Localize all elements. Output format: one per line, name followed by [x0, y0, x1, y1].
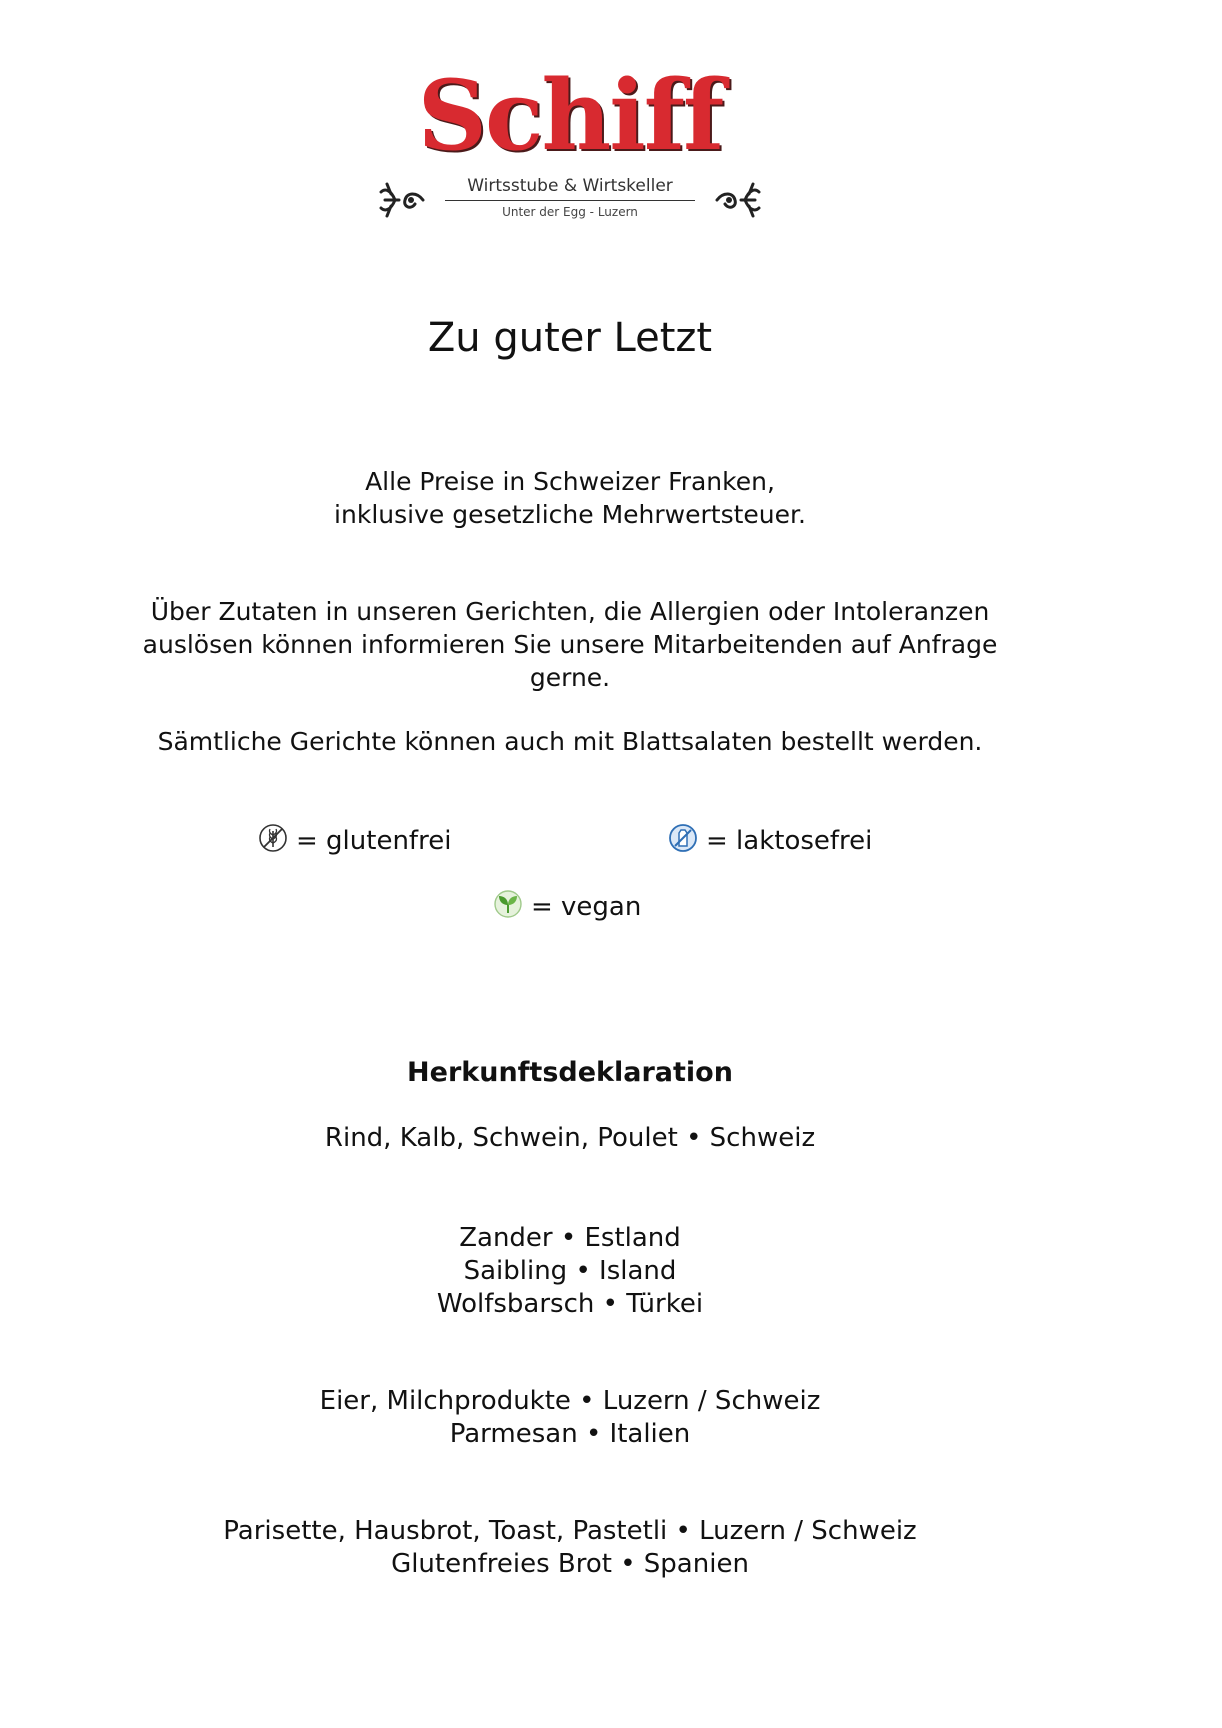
page-title: Zu guter Letzt: [427, 315, 713, 361]
legend-lactose-free-label: = laktosefrei: [706, 826, 873, 856]
left-ornament-icon: [377, 174, 433, 226]
logo-subtitle: Wirtsstube & Wirtskeller: [467, 176, 673, 196]
prices-note: [0, 465, 1140, 531]
vegan-icon: [493, 889, 523, 919]
lactose-free-icon: [668, 823, 698, 853]
allergy-note-line: gerne.: [529, 663, 611, 692]
legend-gluten-free-label: = glutenfrei: [296, 826, 452, 856]
origin-meat: [0, 1122, 1140, 1155]
origin-fish: [0, 1222, 1140, 1321]
gluten-free-icon: [258, 823, 288, 853]
restaurant-logo: [385, 59, 755, 238]
logo-rule: [445, 200, 695, 201]
right-ornament-icon: [707, 174, 763, 226]
logo-location: Unter der Egg - Luzern: [502, 205, 638, 219]
prices-note-line: Alle Preise in Schweizer Franken,: [365, 467, 775, 496]
allergy-note-line: Über Zutaten in unseren Gerichten, die Allergien oder Intoleranzen: [150, 597, 990, 626]
legend-vegan: [493, 889, 641, 924]
allergy-note: [0, 595, 1140, 694]
origin-line: Wolfsbarsch • Türkei: [436, 1289, 704, 1319]
salad-note: Sämtliche Gerichte können auch mit Blattsalaten bestellt werden.: [157, 727, 983, 756]
allergy-note-line: auslösen können informieren Sie unsere Mitarbeitenden auf Anfrage: [142, 630, 998, 659]
origin-line: Glutenfreies Brot • Spanien: [391, 1549, 749, 1579]
origin-line: Zander • Estland: [459, 1223, 681, 1253]
origin-dairy: [0, 1385, 1140, 1451]
origin-heading: Herkunftsdeklaration: [407, 1057, 733, 1088]
prices-note-line: inklusive gesetzliche Mehrwertsteuer.: [334, 500, 806, 529]
legend-lactose-free: [668, 823, 872, 858]
origin-line: Rind, Kalb, Schwein, Poulet • Schweiz: [324, 1123, 816, 1153]
legend-vegan-label: = vegan: [531, 892, 642, 922]
origin-line: Eier, Milchprodukte • Luzern / Schweiz: [319, 1386, 821, 1416]
logo-wordmark: Schiff: [417, 59, 723, 172]
origin-bread: [0, 1515, 1140, 1581]
legend-gluten-free: [258, 823, 451, 858]
origin-line: Parisette, Hausbrot, Toast, Pastetli • Luzern / Schweiz: [223, 1516, 917, 1546]
origin-line: Saibling • Island: [463, 1256, 677, 1286]
origin-line: Parmesan • Italien: [449, 1419, 691, 1449]
